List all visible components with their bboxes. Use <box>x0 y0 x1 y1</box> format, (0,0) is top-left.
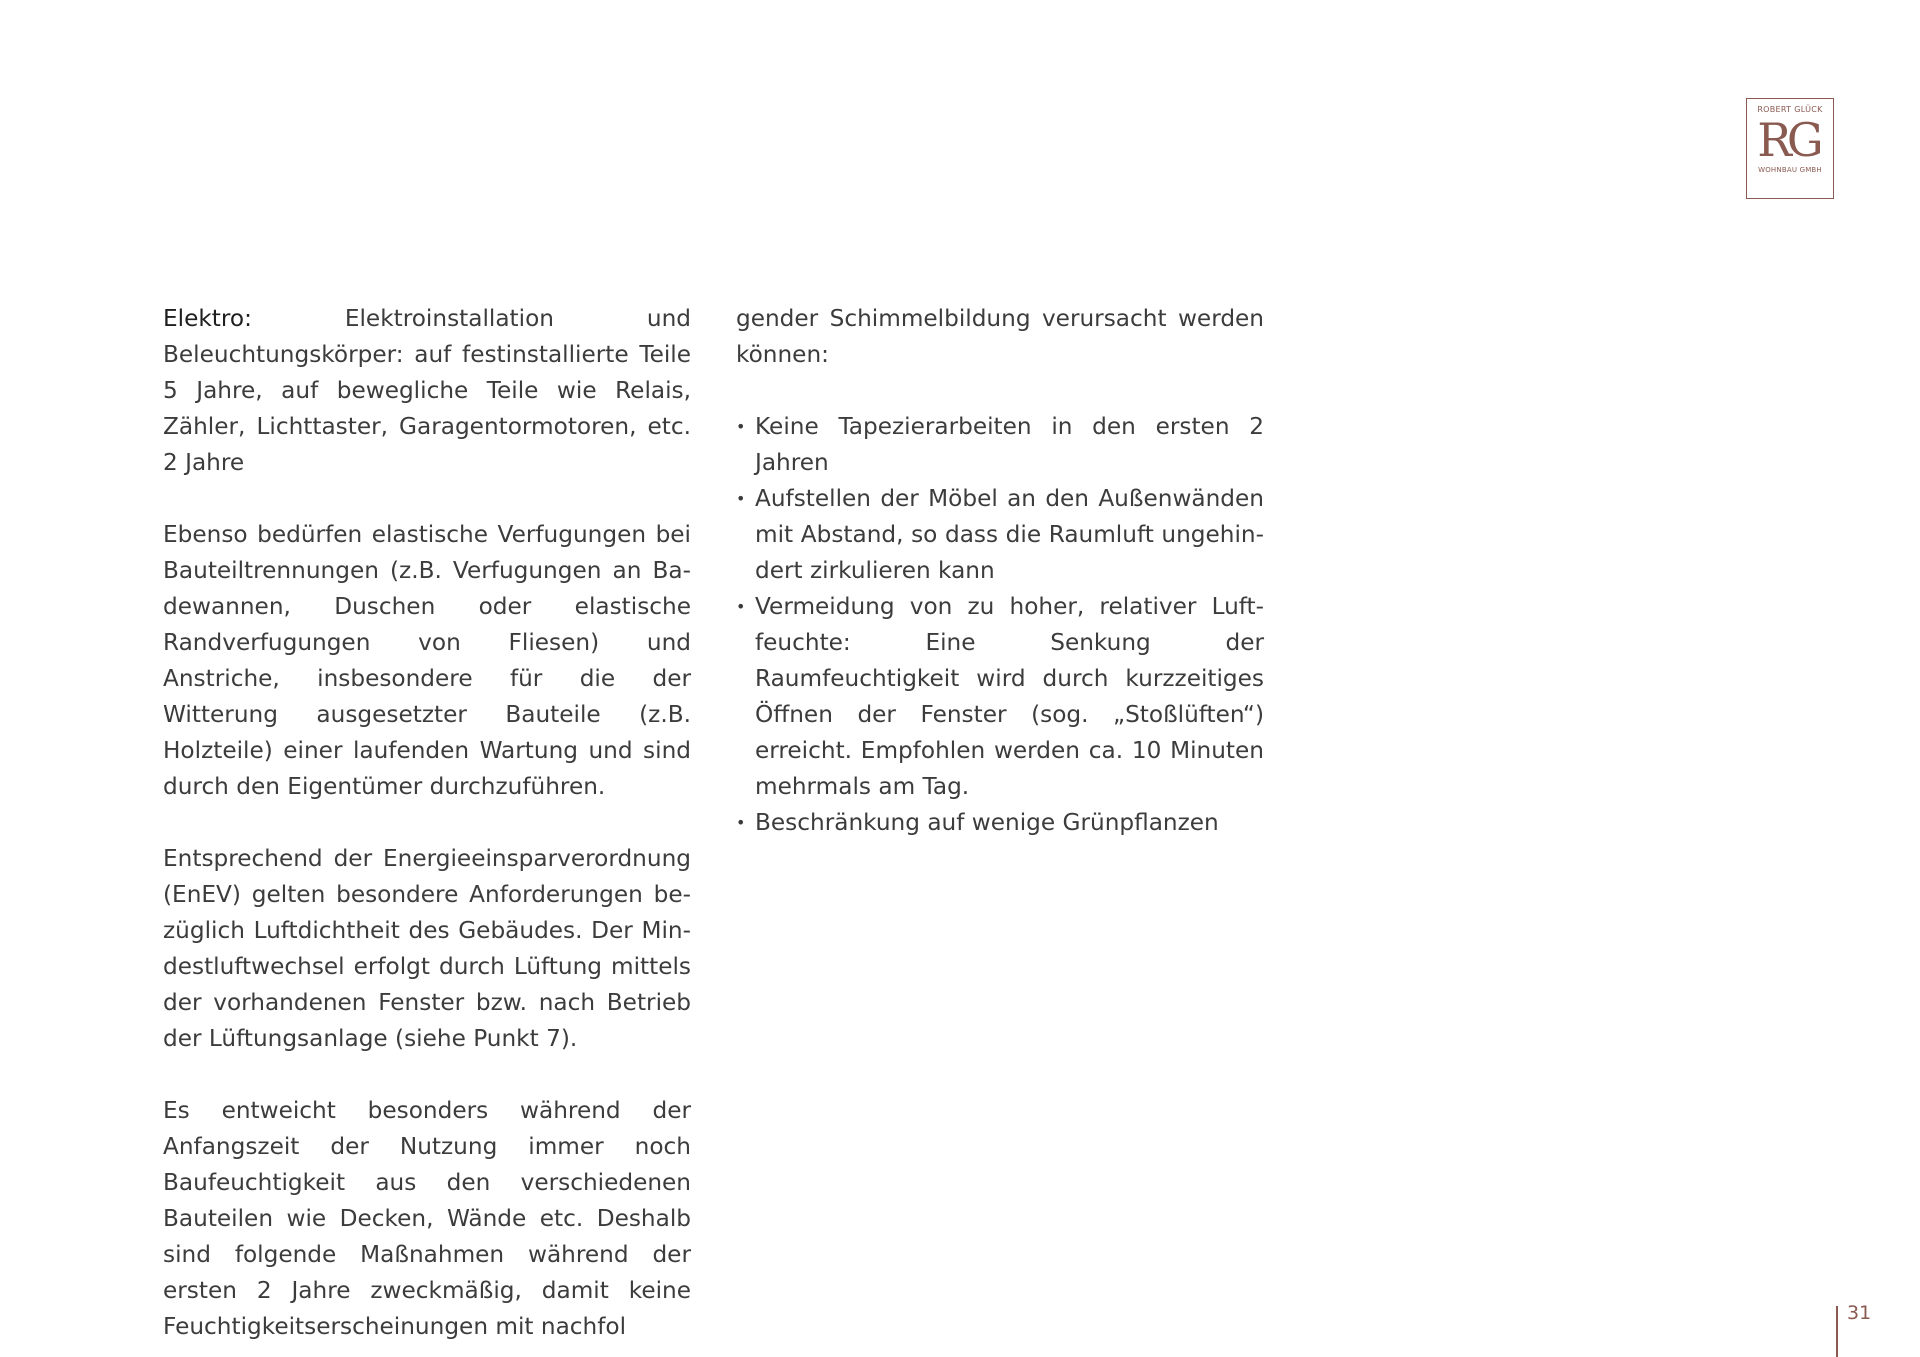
list-item <box>736 589 1264 805</box>
paragraph-baufeuchtigkeit: Es entweicht besonders während der Anfangszeit der Nutzung immer noch Baufeuchtigkeit aus den verschiedenen Bauteilen wie Decken, Wände etc. Deshalb sind folgende Maßnahmen während der ersten 2 Jahre zweckmäßig, damit keine Feuchtigkeitserscheinungen mit nachfol <box>163 1097 691 1340</box>
company-logo <box>1746 98 1834 199</box>
page-number: 31 <box>1847 1302 1872 1324</box>
bullet-icon: • <box>736 489 746 508</box>
paragraph-elektro <box>163 301 691 481</box>
list-item <box>736 409 1264 481</box>
paragraph-verfugungen: Ebenso bedürfen elastische Verfugungen bei Bauteiltrennungen (z.B. Verfugungen an Badewannen, Duschen oder elastische Randverfugungen von Fliesen) und Anstriche, insbesondere für die der Witterung ausgesetzter Bauteile (z.B. Holzteile) einer laufenden Wartung und sind durch den Eigentümer durchzuführen. <box>163 521 691 800</box>
list-item-text: Beschränkung auf wenige Grünpflanzen <box>755 809 1219 836</box>
paragraph-lead: Elektro: <box>163 305 252 332</box>
list-item <box>736 805 1264 841</box>
paragraph-enev: Entsprechend der Energieeinsparverordnung (EnEV) gelten besondere Anforderungen bezüglich Luftdichtheit des Gebäudes. Der Mindestluftwechsel erfolgt durch Lüftung mittels der vorhandenen Fenster bzw. nach Betrieb der Lüftungsanlage (siehe Punkt 7). <box>163 845 691 1052</box>
list-item-text: Vermeidung von zu hoher, relativer Luftfeuchte: Eine Senkung der Raumfeuchtigkeit wird durch kurzzeitiges Öffnen der Fenster (sog. „Stoßlüften“) erreicht. Empfohlen werden ca. 10 Minuten mehrmals am Tag. <box>755 593 1264 800</box>
bullet-icon: • <box>736 813 746 832</box>
bullet-icon: • <box>736 597 746 616</box>
logo-company-suffix: WOHNBAU GMBH <box>1758 166 1822 174</box>
logo-monogram: RG <box>1757 113 1819 167</box>
list-item-text: Keine Tapezierarbeiten in den ersten 2 Jahren <box>755 413 1264 476</box>
list-item-text: Aufstellen der Möbel an den Außenwänden mit Abstand, so dass die Raumluft ungehindert zirkulieren kann <box>755 485 1264 584</box>
measures-list <box>736 409 1264 841</box>
paragraph-intro: gender Schimmelbildung verursacht werden können: <box>736 305 1264 368</box>
logo-company-name: ROBERT GLÜCK <box>1757 105 1823 114</box>
paragraph-text: Elektroinstallation und Beleuchtungskörper: auf festinstallierte Teile 5 Jahre, auf bewegliche Teile wie Relais, Zähler, Lichttaster, Garagentormotoren, etc. 2 Jahre <box>163 305 691 476</box>
page-number-divider <box>1836 1306 1838 1357</box>
bullet-icon: • <box>736 417 746 436</box>
left-text-column <box>163 301 691 1345</box>
list-item <box>736 481 1264 589</box>
right-text-column <box>736 301 1264 841</box>
